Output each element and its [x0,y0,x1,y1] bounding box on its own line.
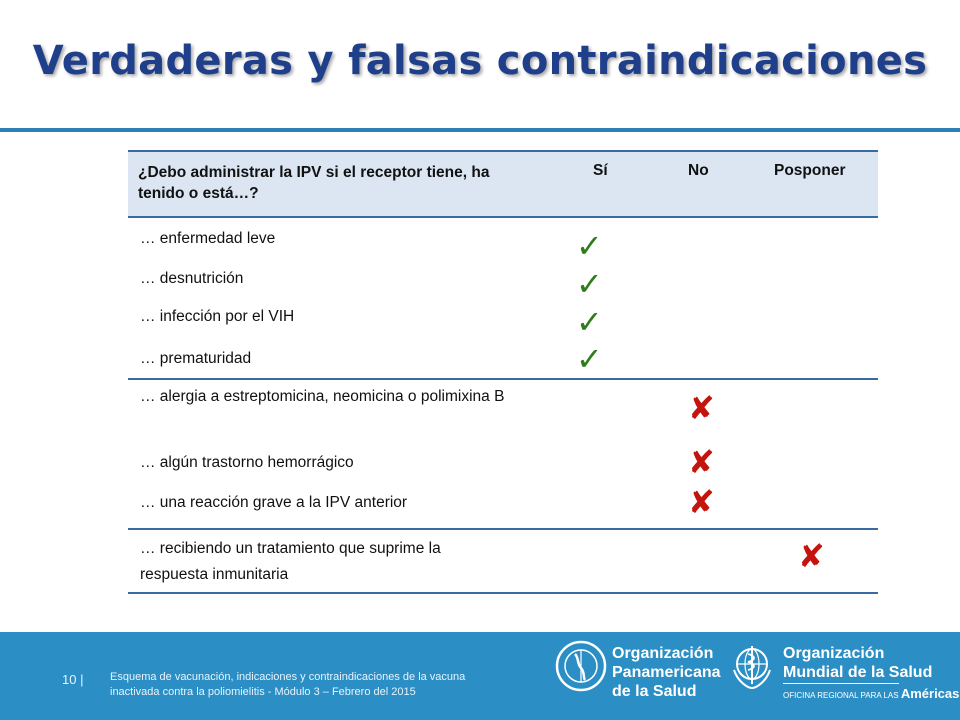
cross-icon: ✘ [688,443,715,481]
check-icon: ✓ [576,303,603,341]
group-postpone [128,530,878,594]
row-label: … alergia a estreptomicina, neomicina o polimixina B [140,388,505,405]
header-yes: Sí [593,162,608,179]
row-label: … recibiendo un tratamiento que suprime la respuesta inmunitaria [140,540,441,583]
page-separator: | [80,672,84,687]
header-postpone: Posponer [774,162,846,179]
row-label: … algún trastorno hemorrágico [140,454,354,471]
cross-icon: ✘ [798,537,825,575]
row-label: … infección por el VIH [140,308,295,325]
contraindications-table [128,150,878,594]
paho-line1: Organización [612,645,714,662]
who-emblem-icon [726,640,778,692]
footer-caption [110,670,510,700]
who-sub-small: OFICINA REGIONAL PARA LAS [783,691,899,700]
row-label: … enfermedad leve [140,230,276,247]
footer-caption-line1: Esquema de vacunación, indicaciones y contraindicaciones de la vacuna [110,671,466,683]
check-icon: ✓ [576,340,603,378]
paho-emblem-icon [555,640,607,692]
row-label: … una reacción grave a la IPV anterior [140,494,408,511]
row-label: … prematuridad [140,350,252,367]
who-logo-text [783,644,932,682]
slide-title: Verdaderas y falsas contraindicaciones [32,38,928,84]
table-header [128,150,878,218]
who-sub-big: Américas [900,686,960,701]
cross-icon: ✘ [688,389,715,427]
footer-caption-line2: inactivada contra la poliomielitis - Módulo 3 – Febrero del 2015 [110,686,416,698]
cross-icon: ✘ [688,483,715,521]
who-line1: Organización [783,645,885,662]
header-question: ¿Debo administrar la IPV si el receptor tiene, ha tenido o está…? [138,164,490,202]
paho-line3: de la Salud [612,683,697,700]
who-regional-office [783,686,959,701]
title-divider [0,128,960,132]
paho-line2: Panamericana [612,664,721,681]
group-yes [128,218,878,380]
check-icon: ✓ [576,227,603,265]
who-divider [783,683,899,684]
page-number-value: 10 [62,672,77,687]
row-label: … desnutrición [140,270,244,287]
who-line2: Mundial de la Salud [783,664,933,681]
paho-logo-text [612,644,721,701]
check-icon: ✓ [576,265,603,303]
header-no: No [688,162,709,179]
group-no [128,380,878,530]
page-number [62,672,83,687]
